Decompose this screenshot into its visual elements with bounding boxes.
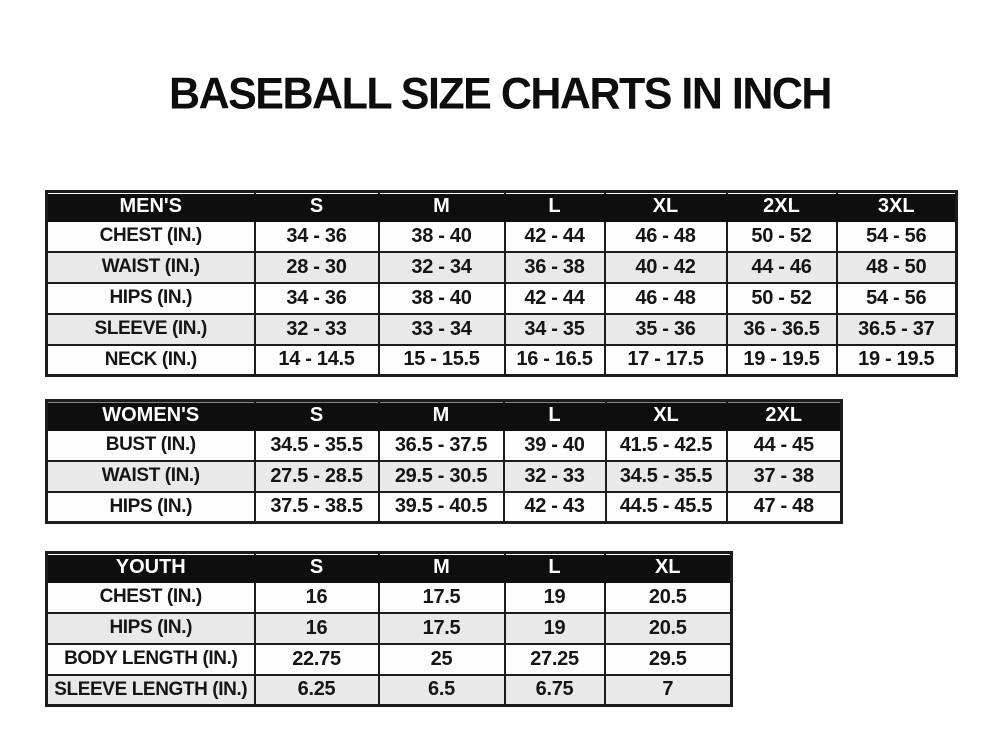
size-value: 33 - 34 <box>379 314 505 345</box>
size-value: 27.25 <box>505 644 605 675</box>
womens-table-title-cell: WOMEN'S <box>47 400 255 430</box>
womens-table-row <box>47 430 842 461</box>
size-value: 27.5 - 28.5 <box>255 461 379 492</box>
mens-column-header: 3XL <box>837 191 957 221</box>
mens-size-table <box>45 190 958 377</box>
size-value: 19 <box>505 582 605 613</box>
mens-table-row <box>47 283 957 314</box>
mens-column-header: 2XL <box>727 191 837 221</box>
size-value: 42 - 43 <box>504 492 606 523</box>
measurement-label: HIPS (IN.) <box>47 492 255 523</box>
size-value: 36 - 38 <box>505 252 605 283</box>
youth-table-row <box>47 644 732 675</box>
page-title: BASEBALL SIZE CHARTS IN INCH <box>169 69 831 119</box>
mens-header-row <box>47 192 957 221</box>
measurement-label: BODY LENGTH (IN.) <box>47 644 255 675</box>
size-value: 22.75 <box>255 644 379 675</box>
size-value: 28 - 30 <box>255 252 379 283</box>
size-value: 44 - 45 <box>727 430 842 461</box>
womens-column-header: M <box>379 400 504 430</box>
size-value: 7 <box>605 675 732 706</box>
size-value: 19 - 19.5 <box>727 345 837 376</box>
mens-column-header: M <box>379 191 505 221</box>
size-value: 32 - 34 <box>379 252 505 283</box>
size-value: 34 - 35 <box>505 314 605 345</box>
size-value: 50 - 52 <box>727 283 837 314</box>
size-value: 17.5 <box>379 582 505 613</box>
size-value: 19 - 19.5 <box>837 345 957 376</box>
youth-table-row <box>47 582 732 613</box>
womens-column-header: 2XL <box>727 400 842 430</box>
mens-table-row <box>47 221 957 252</box>
size-value: 44.5 - 45.5 <box>606 492 727 523</box>
measurement-label: BUST (IN.) <box>47 430 255 461</box>
size-value: 17.5 <box>379 613 505 644</box>
mens-table-row <box>47 345 957 376</box>
mens-column-header: XL <box>605 191 727 221</box>
size-value: 6.5 <box>379 675 505 706</box>
youth-column-header: M <box>379 552 505 582</box>
size-value: 34.5 - 35.5 <box>606 461 727 492</box>
size-value: 32 - 33 <box>255 314 379 345</box>
size-value: 42 - 44 <box>505 283 605 314</box>
youth-table-row <box>47 675 732 706</box>
youth-table-title-cell: YOUTH <box>47 552 255 582</box>
size-value: 36.5 - 37.5 <box>379 430 504 461</box>
youth-column-header: L <box>505 552 605 582</box>
womens-table-row <box>47 492 842 523</box>
youth-column-header: XL <box>605 552 732 582</box>
size-value: 35 - 36 <box>605 314 727 345</box>
size-value: 20.5 <box>605 582 732 613</box>
measurement-label: SLEEVE (IN.) <box>47 314 255 345</box>
size-value: 34.5 - 35.5 <box>255 430 379 461</box>
womens-column-header: L <box>504 400 606 430</box>
measurement-label: CHEST (IN.) <box>47 582 255 613</box>
size-value: 46 - 48 <box>605 283 727 314</box>
size-value: 38 - 40 <box>379 221 505 252</box>
youth-size-table <box>45 551 733 707</box>
womens-column-header: S <box>255 400 379 430</box>
size-value: 6.25 <box>255 675 379 706</box>
size-value: 54 - 56 <box>837 283 957 314</box>
size-value: 16 <box>255 582 379 613</box>
womens-column-header: XL <box>606 400 727 430</box>
youth-header-row <box>47 553 732 582</box>
size-value: 39.5 - 40.5 <box>379 492 504 523</box>
womens-size-table <box>45 399 843 524</box>
measurement-label: SLEEVE LENGTH (IN.) <box>47 675 255 706</box>
size-value: 47 - 48 <box>727 492 842 523</box>
measurement-label: NECK (IN.) <box>47 345 255 376</box>
mens-table-title-cell: MEN'S <box>47 191 255 221</box>
size-value: 16 <box>255 613 379 644</box>
mens-table-row <box>47 314 957 345</box>
size-value: 48 - 50 <box>837 252 957 283</box>
size-value: 42 - 44 <box>505 221 605 252</box>
size-value: 46 - 48 <box>605 221 727 252</box>
size-value: 36 - 36.5 <box>727 314 837 345</box>
size-value: 34 - 36 <box>255 283 379 314</box>
measurement-label: HIPS (IN.) <box>47 613 255 644</box>
womens-table-row <box>47 461 842 492</box>
size-value: 6.75 <box>505 675 605 706</box>
size-value: 34 - 36 <box>255 221 379 252</box>
size-value: 25 <box>379 644 505 675</box>
size-value: 20.5 <box>605 613 732 644</box>
size-value: 39 - 40 <box>504 430 606 461</box>
size-value: 19 <box>505 613 605 644</box>
size-value: 38 - 40 <box>379 283 505 314</box>
size-value: 37 - 38 <box>727 461 842 492</box>
youth-column-header: S <box>255 552 379 582</box>
size-value: 15 - 15.5 <box>379 345 505 376</box>
size-value: 50 - 52 <box>727 221 837 252</box>
measurement-label: WAIST (IN.) <box>47 252 255 283</box>
size-value: 16 - 16.5 <box>505 345 605 376</box>
mens-column-header: S <box>255 191 379 221</box>
size-value: 36.5 - 37 <box>837 314 957 345</box>
size-value: 17 - 17.5 <box>605 345 727 376</box>
womens-header-row <box>47 401 842 430</box>
size-value: 32 - 33 <box>504 461 606 492</box>
measurement-label: WAIST (IN.) <box>47 461 255 492</box>
size-value: 41.5 - 42.5 <box>606 430 727 461</box>
mens-table-row <box>47 252 957 283</box>
size-value: 29.5 - 30.5 <box>379 461 504 492</box>
size-value: 54 - 56 <box>837 221 957 252</box>
size-value: 44 - 46 <box>727 252 837 283</box>
measurement-label: HIPS (IN.) <box>47 283 255 314</box>
youth-table-row <box>47 613 732 644</box>
size-value: 14 - 14.5 <box>255 345 379 376</box>
size-value: 40 - 42 <box>605 252 727 283</box>
mens-column-header: L <box>505 191 605 221</box>
size-value: 29.5 <box>605 644 732 675</box>
size-value: 37.5 - 38.5 <box>255 492 379 523</box>
measurement-label: CHEST (IN.) <box>47 221 255 252</box>
